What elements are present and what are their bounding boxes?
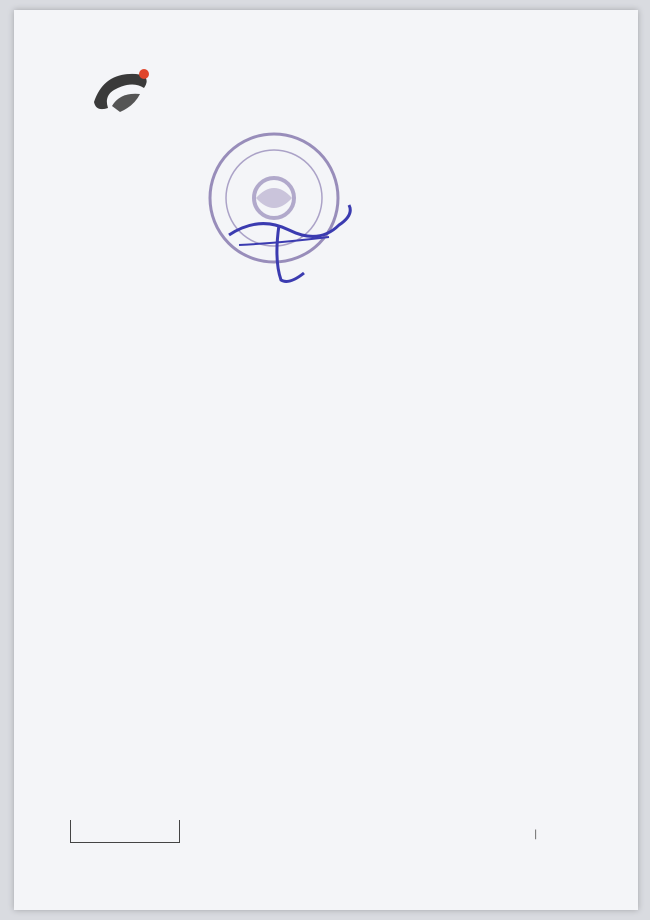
page-number: |	[534, 829, 538, 840]
document-page	[14, 10, 638, 910]
organization-logo	[74, 62, 164, 142]
signature-icon	[219, 185, 379, 295]
footer-rule	[70, 820, 180, 843]
logo-mark-icon	[74, 62, 164, 124]
